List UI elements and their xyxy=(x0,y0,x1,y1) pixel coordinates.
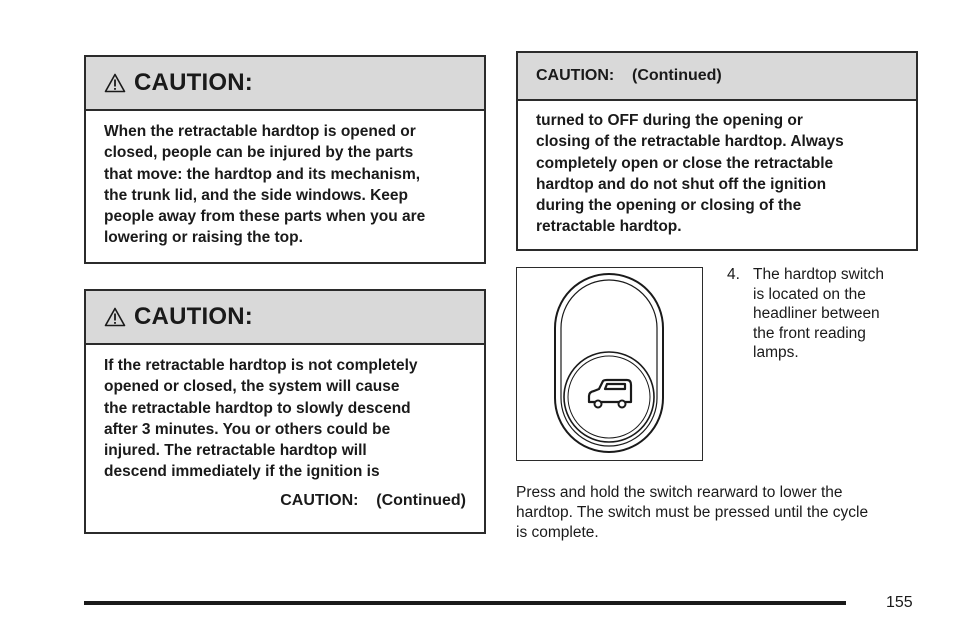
caution-box-1 xyxy=(84,55,486,264)
text-line: the trunk lid, and the side windows. Keep xyxy=(104,186,409,204)
caution-header xyxy=(86,57,484,111)
text-line: is located on the xyxy=(753,285,866,303)
text-line: lamps. xyxy=(753,344,799,361)
caution-text xyxy=(518,101,916,238)
text-line: headliner between xyxy=(753,305,880,322)
caution-text xyxy=(86,111,484,249)
text-line: completely open or close the retractable xyxy=(536,154,834,172)
step-number: 4. xyxy=(727,266,740,283)
page-number: 155 xyxy=(886,594,913,611)
wheel-icon xyxy=(619,401,626,408)
caution-box-continued xyxy=(516,51,918,251)
text-line: If the retractable hardtop is not completely xyxy=(104,357,418,374)
text-line: people away from these parts when you are xyxy=(104,208,426,226)
text-line: hardtop and do not shut off the ignition xyxy=(536,175,827,193)
caution-title: CAUTION: xyxy=(134,303,253,330)
text-line: opened or closed, the system will cause xyxy=(104,378,400,396)
warning-triangle-icon xyxy=(104,73,126,93)
text-line: during the opening or closing of the xyxy=(536,197,802,215)
caution-box-2 xyxy=(84,289,486,534)
text-line: that move: the hardtop and its mechanism, xyxy=(104,165,421,183)
continued-label: CAUTION: (Continued) xyxy=(280,492,466,509)
text-line: lowering or raising the top. xyxy=(104,229,303,247)
caution-title: CAUTION: xyxy=(134,69,253,96)
text-line: the retractable hardtop to slowly descend xyxy=(104,399,411,417)
hardtop-switch-figure xyxy=(516,267,703,461)
text-line: is complete. xyxy=(516,524,599,541)
text-line: retractable hardtop. xyxy=(536,218,682,236)
hardtop-switch-illustration xyxy=(517,268,701,459)
text-line: closed, people can be injured by the parts xyxy=(104,144,414,162)
text-line: after 3 minutes. You or others could be xyxy=(104,420,391,438)
text-line: injured. The retractable hardtop will xyxy=(104,442,367,460)
caution-continued-header: CAUTION: (Continued) xyxy=(518,53,916,101)
car-icon xyxy=(589,380,631,402)
text-line: When the retractable hardtop is opened or xyxy=(104,123,416,140)
step-text xyxy=(753,265,913,363)
caution-text xyxy=(86,345,484,483)
caution-header xyxy=(86,291,484,345)
footer-rule xyxy=(84,601,846,605)
warning-triangle-icon xyxy=(104,307,126,327)
text-line: Press and hold the switch rearward to lower the xyxy=(516,484,843,501)
text-line: closing of the retractable hardtop. Always xyxy=(536,133,844,151)
instruction-paragraph xyxy=(516,483,926,543)
text-line: The hardtop switch xyxy=(753,266,884,283)
text-line: turned to OFF during the opening or xyxy=(536,112,803,129)
wheel-icon xyxy=(595,401,602,408)
text-line: the front reading xyxy=(753,324,866,342)
text-line: hardtop. The switch must be pressed until the cycle xyxy=(516,504,869,521)
text-line: descend immediately if the ignition is xyxy=(104,463,380,481)
